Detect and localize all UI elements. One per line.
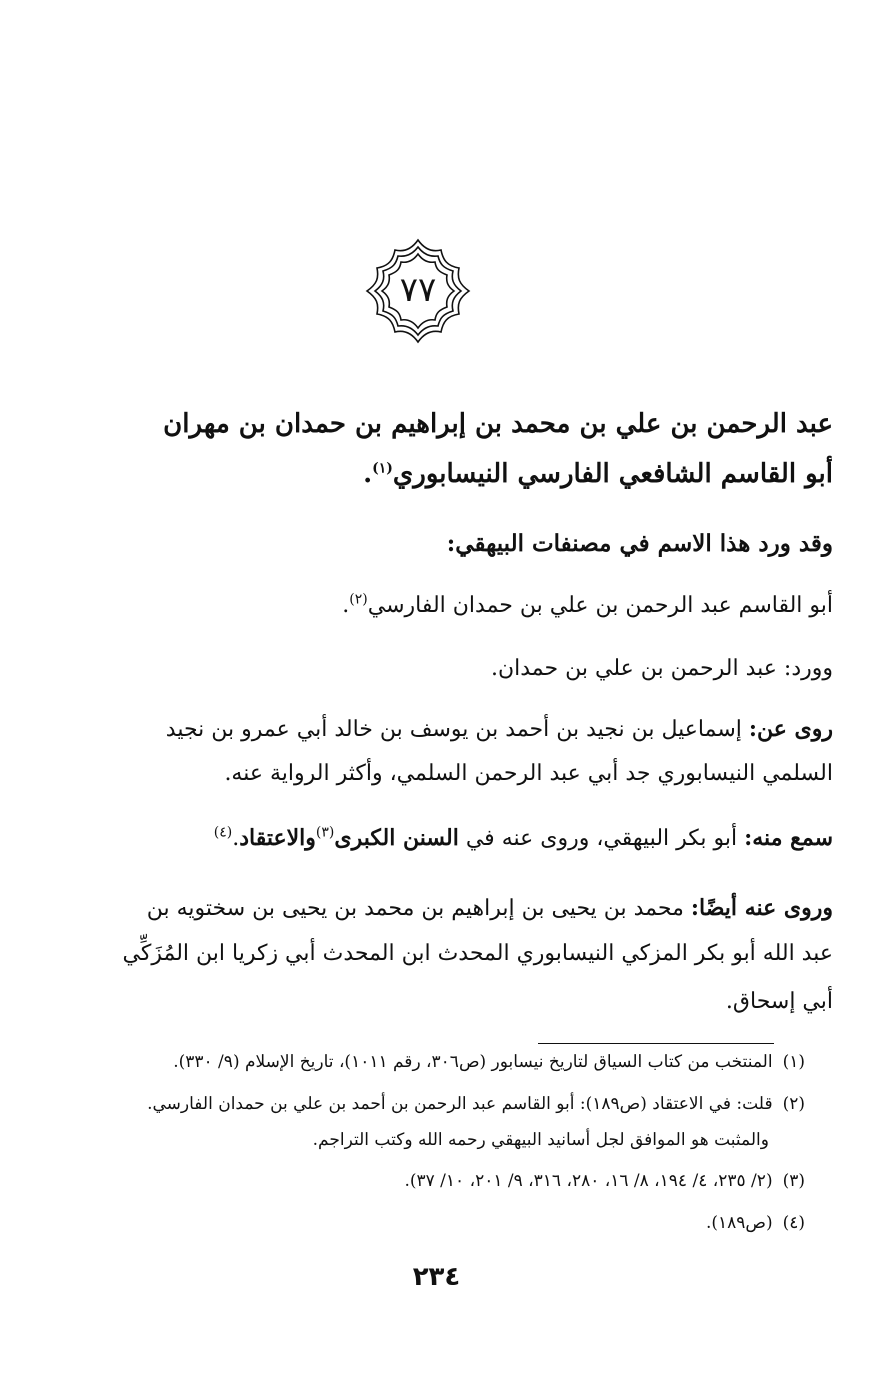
name-variant-1-text: أبو القاسم عبد الرحمن بن علي بن حمدان الفارسي [367,593,833,618]
book-sunan-kubra: السنن الكبرى [334,825,459,851]
page-number: ٢٣٤ [412,1262,461,1292]
footnote-ref-1: (١) [372,460,393,477]
samia-minhu-line [40,820,833,857]
footnote-2-continuation [30,1125,769,1155]
name-variant-1 [40,588,833,624]
entry-number: ٧٧ [399,270,437,310]
footnote-2-text: قلت: في الاعتقاد (ص١٨٩): أبو القاسم عبد الرحمن بن أحمد بن علي بن حمدان الفارسي. [147,1094,773,1114]
footnote-ref-2: (٢) [349,591,368,608]
footnote-2-number: (٢) [782,1094,805,1114]
footnote-1-number: (١) [782,1052,805,1072]
rawa-anhu-text-1: محمد بن يحيى بن إبراهيم بن محمد بن يحيى بن سختويه بن [146,896,684,921]
footnote-3-number: (٣) [782,1171,805,1191]
name-variant-2: وورد: عبد الرحمن بن علي بن حمدان. [491,656,833,681]
footnote-3-text: (٢/ ٢٣٥، ٤/ ١٩٤، ٨/ ١٦، ٢٨٠، ٣١٦، ٩/ ٢٠١، ١٠/ ٣٧). [404,1171,773,1191]
footnote-ref-4: (٤) [213,824,233,841]
footnote-separator [538,1043,774,1044]
footnote-1-text: المنتخب من كتاب السياق لتاريخ نيسابور (ص٣٠٦، رقم ١٠١١)، تاريخ الإسلام (٩/ ٣٣٠). [173,1052,773,1072]
footnote-2 [30,1089,805,1119]
title-line-2-end: . [363,459,373,489]
title-line-2 [40,454,833,494]
footnote-4 [30,1208,805,1238]
title-line-2-text: أبو القاسم الشافعي الفارسي النيسابوري [392,459,833,489]
footnote-3 [30,1166,805,1196]
rawa-an-text-1: إسماعيل بن نجيد بن أحمد بن يوسف بن خالد أبي عمرو بن نجيد [165,717,742,742]
rawa-anhu-label: وروى عنه أيضًا: [690,895,833,921]
entry-emblem [363,236,473,346]
footnote-1 [30,1047,805,1077]
name-variant-1-end: . [342,593,350,618]
rawa-anhu-line-1 [40,890,833,927]
rawa-an-label: روى عن: [748,716,833,742]
rawa-anhu-line-2: عبد الله أبو بكر المزكي النيسابوري المحدث ابن المحدث أبي زكريا ابن المُزَكِّي [122,941,833,966]
rawa-an-line-1 [40,711,833,748]
footnote-4-text: (ص١٨٩). [705,1213,773,1233]
rawa-an-line-2: السلمي النيسابوري جد أبي عبد الرحمن السلمي، وأكثر الرواية عنه. [224,761,833,786]
samia-minhu-label: سمع منه: [744,825,833,851]
title-line-1: عبد الرحمن بن علي بن محمد بن إبراهيم بن حمدان بن مهران [163,409,833,439]
intro-line: وقد ورد هذا الاسم في مصنفات البيهقي: [446,530,833,557]
samia-minhu-end: . [232,826,240,851]
footnote-ref-3: (٣) [315,824,335,841]
rawa-anhu-line-3: أبي إسحاق. [725,989,833,1014]
footnote-4-number: (٤) [782,1213,805,1233]
footnote-2-cont-text: والمثبت هو الموافق لجل أسانيد البيهقي رحمه الله وكتب التراجم. [312,1130,769,1150]
samia-minhu-text: أبو بكر البيهقي، وروى عنه في [465,826,738,851]
book-itiqad: والاعتقاد [239,825,316,851]
